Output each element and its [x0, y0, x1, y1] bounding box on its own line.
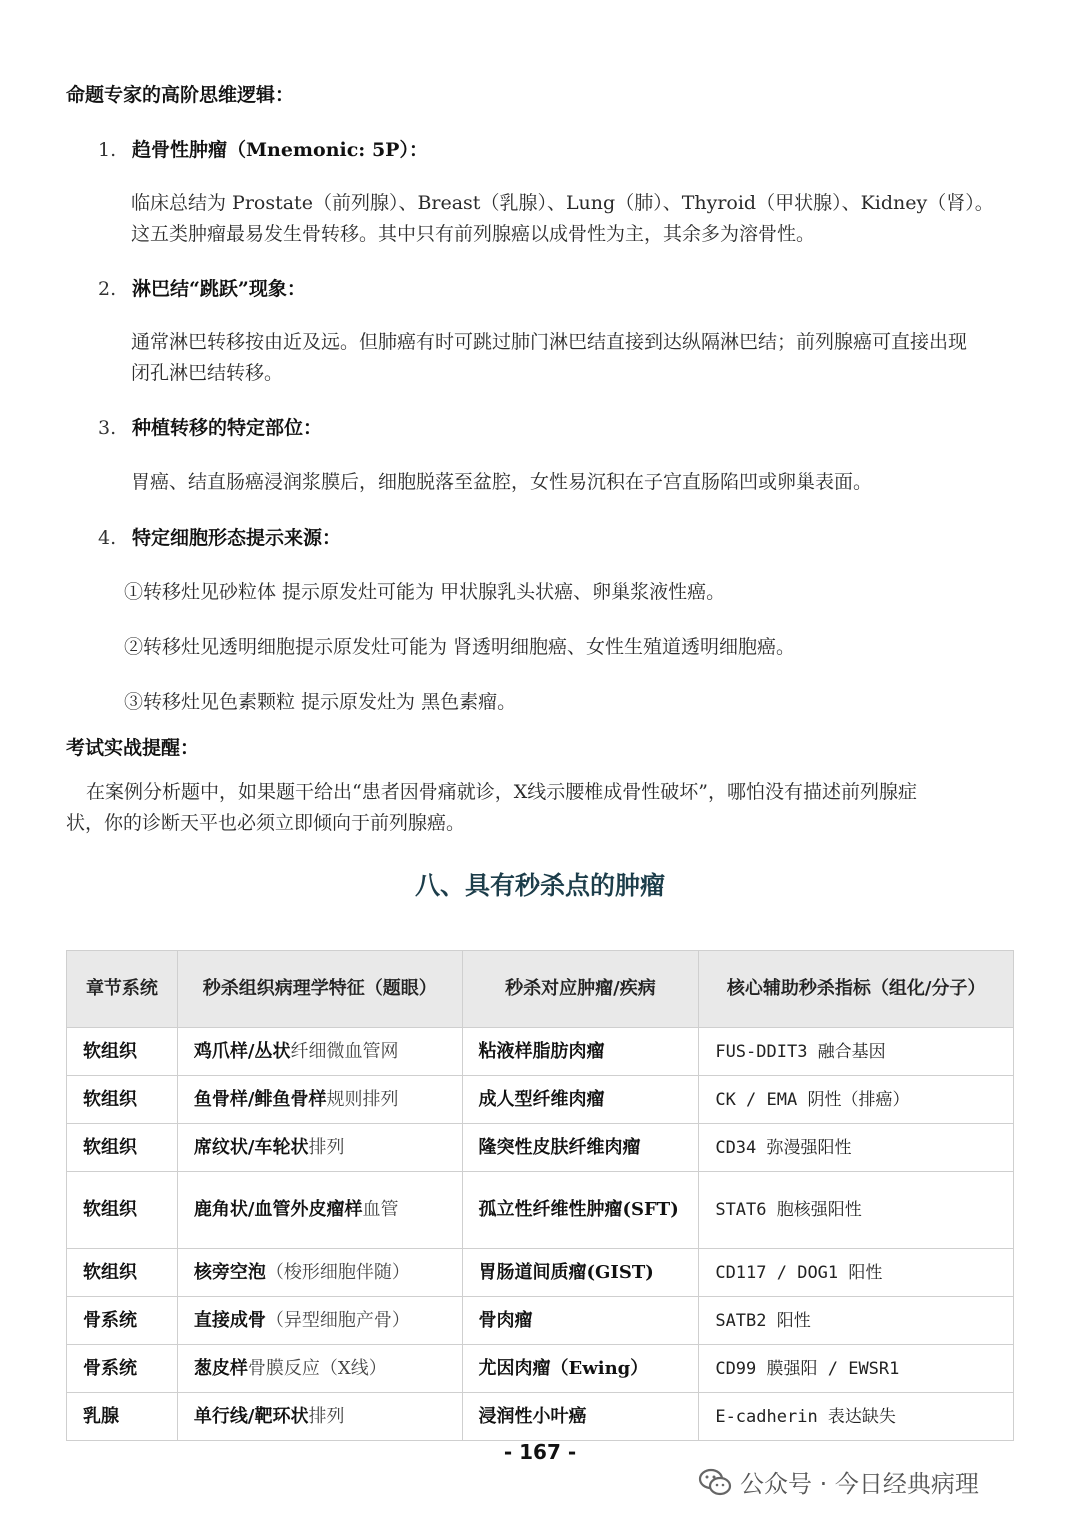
cell-disease: 孤立性纤维性肿瘤(SFT) [462, 1172, 699, 1249]
item-1-line-1: 临床总结为 Prostate（前列腺）、Breast（乳腺）、Lung（肺）、Thyroid（甲状腺）、Kidney（肾）。 [131, 192, 994, 214]
item-1-number: 1. [98, 139, 117, 161]
table-row [67, 1124, 1014, 1172]
cell-system: 软组织 [67, 1249, 178, 1297]
item-4-heading [98, 523, 341, 550]
table-row [67, 1028, 1014, 1076]
item-2-line-1: 通常淋巴转移按由近及远。但肺癌有时可跳过肺门淋巴结直接到达纵隔淋巴结；前列腺癌可直接出现 [131, 331, 968, 353]
cell-feature [177, 1076, 462, 1124]
cell-system: 骨系统 [67, 1297, 178, 1345]
page-number: - 167 - [503, 1440, 577, 1464]
section-heading-expert-logic: 命题专家的高阶思维逻辑： [66, 84, 295, 106]
table-row [67, 1297, 1014, 1345]
cell-feature [177, 1124, 462, 1172]
table-row [67, 1076, 1014, 1124]
item-4-line-3: ③转移灶见色素颗粒 提示原发灶为 黑色素瘤。 [124, 691, 517, 713]
item-1-title: 趋骨性肿瘤（Mnemonic: 5P）： [132, 139, 428, 161]
cell-disease: 胃肠道间质瘤(GIST) [462, 1249, 699, 1297]
exam-reminder-line-2: 状，你的诊断天平也必须立即倾向于前列腺癌。 [66, 812, 466, 834]
cell-disease: 隆突性皮肤纤维肉瘤 [462, 1124, 699, 1172]
cell-marker: E-cadherin 表达缺失 [699, 1393, 1014, 1441]
item-2-line-2: 闭孔淋巴结转移。 [131, 362, 284, 384]
cell-feature [177, 1172, 462, 1249]
cell-system: 乳腺 [67, 1393, 178, 1441]
feature-keyword: 鸡爪样/丛状 [193, 1040, 291, 1062]
feature-detail: 排列 [308, 1136, 345, 1158]
feature-detail: 规则排列 [326, 1088, 399, 1110]
cell-feature [177, 1297, 462, 1345]
item-2-number: 2. [98, 278, 117, 300]
cell-system: 骨系统 [67, 1345, 178, 1393]
feature-keyword: 鹿角状/血管外皮瘤样 [193, 1199, 363, 1220]
cell-system: 软组织 [67, 1172, 178, 1249]
feature-detail: （异型细胞产骨） [265, 1309, 410, 1331]
cell-marker: CD34 弥漫强阳性 [699, 1124, 1014, 1172]
item-4-line-1: ①转移灶见砂粒体 提示原发灶可能为 甲状腺乳头状癌、卵巢浆液性癌。 [124, 581, 726, 603]
item-2-heading [98, 274, 306, 301]
item-3-title: 种植转移的特定部位： [132, 417, 323, 439]
item-4-title: 特定细胞形态提示来源： [132, 527, 342, 549]
cell-marker: CD99 膜强阳 / EWSR1 [699, 1345, 1014, 1393]
cell-system: 软组织 [67, 1028, 178, 1076]
cell-feature [177, 1249, 462, 1297]
header-feature: 秒杀组织病理学特征（题眼） [177, 951, 462, 1028]
exam-reminder-line-1: 在案例分析题中，如果题干给出“患者因骨痛就诊，X线示腰椎成骨性破坏”，哪怕没有描述前列腺症 [86, 781, 917, 803]
feature-detail: 血管 [362, 1199, 399, 1220]
feature-detail: 骨膜反应（X线） [247, 1357, 387, 1379]
item-3-line-1: 胃癌、结直肠癌浸润浆膜后，细胞脱落至盆腔，女性易沉积在子宫直肠陷凹或卵巢表面。 [131, 471, 873, 493]
item-2-title: 淋巴结“跳跃”现象： [132, 278, 306, 300]
cell-disease: 尤因肉瘤（Ewing） [462, 1345, 699, 1393]
cell-marker: CK / EMA 阴性（排癌） [699, 1076, 1014, 1124]
watermark-text: 公众号 · 今日经典病理 [740, 1470, 979, 1498]
table-row [67, 1393, 1014, 1441]
cell-marker: SATB2 阳性 [699, 1297, 1014, 1345]
feature-keyword: 直接成骨 [193, 1309, 266, 1331]
cell-marker: FUS-DDIT3 融合基因 [699, 1028, 1014, 1076]
header-system: 章节系统 [67, 951, 178, 1028]
feature-keyword: 核旁空泡 [193, 1261, 266, 1283]
cell-disease: 浸润性小叶癌 [462, 1393, 699, 1441]
header-marker: 核心辅助秒杀指标（组化/分子） [699, 951, 1014, 1028]
cell-marker: CD117 / DOG1 阳性 [699, 1249, 1014, 1297]
cell-feature [177, 1028, 462, 1076]
feature-detail: 纤细微血管网 [290, 1040, 399, 1062]
feature-keyword: 葱皮样 [193, 1357, 248, 1379]
cell-feature [177, 1393, 462, 1441]
item-1-line-2: 这五类肿瘤最易发生骨转移。其中只有前列腺癌以成骨性为主，其余多为溶骨性。 [131, 223, 816, 245]
feature-detail: （梭形细胞伴随） [265, 1261, 410, 1283]
cell-disease: 粘液样脂肪肉瘤 [462, 1028, 699, 1076]
cell-marker: STAT6 胞核强阳性 [699, 1172, 1014, 1249]
item-1-heading [98, 135, 428, 162]
table-row [67, 1172, 1014, 1249]
section-title: 八、具有秒杀点的肿瘤 [414, 871, 665, 900]
feature-detail: 排列 [308, 1405, 345, 1427]
cell-feature [177, 1345, 462, 1393]
item-4-line-2: ②转移灶见透明细胞提示原发灶可能为 肾透明细胞癌、女性生殖道透明细胞癌。 [124, 636, 796, 658]
feature-keyword: 席纹状/车轮状 [193, 1136, 309, 1158]
cell-system: 软组织 [67, 1124, 178, 1172]
table-header-row [67, 951, 1014, 1028]
section-heading-exam-reminder: 考试实战提醒： [66, 737, 200, 759]
cell-system: 软组织 [67, 1076, 178, 1124]
header-disease: 秒杀对应肿瘤/疾病 [462, 951, 699, 1028]
cell-disease: 骨肉瘤 [462, 1297, 699, 1345]
feature-keyword: 单行线/靶环状 [193, 1405, 309, 1427]
cell-disease: 成人型纤维肉瘤 [462, 1076, 699, 1124]
watermark [698, 1464, 979, 1499]
tumor-table [66, 950, 1014, 1441]
item-4-number: 4. [98, 527, 117, 549]
feature-keyword: 鱼骨样/鲱鱼骨样 [193, 1088, 327, 1110]
item-3-heading [98, 413, 322, 440]
table-row [67, 1345, 1014, 1393]
wechat-icon [698, 1467, 732, 1497]
table-row [67, 1249, 1014, 1297]
item-3-number: 3. [98, 417, 117, 439]
